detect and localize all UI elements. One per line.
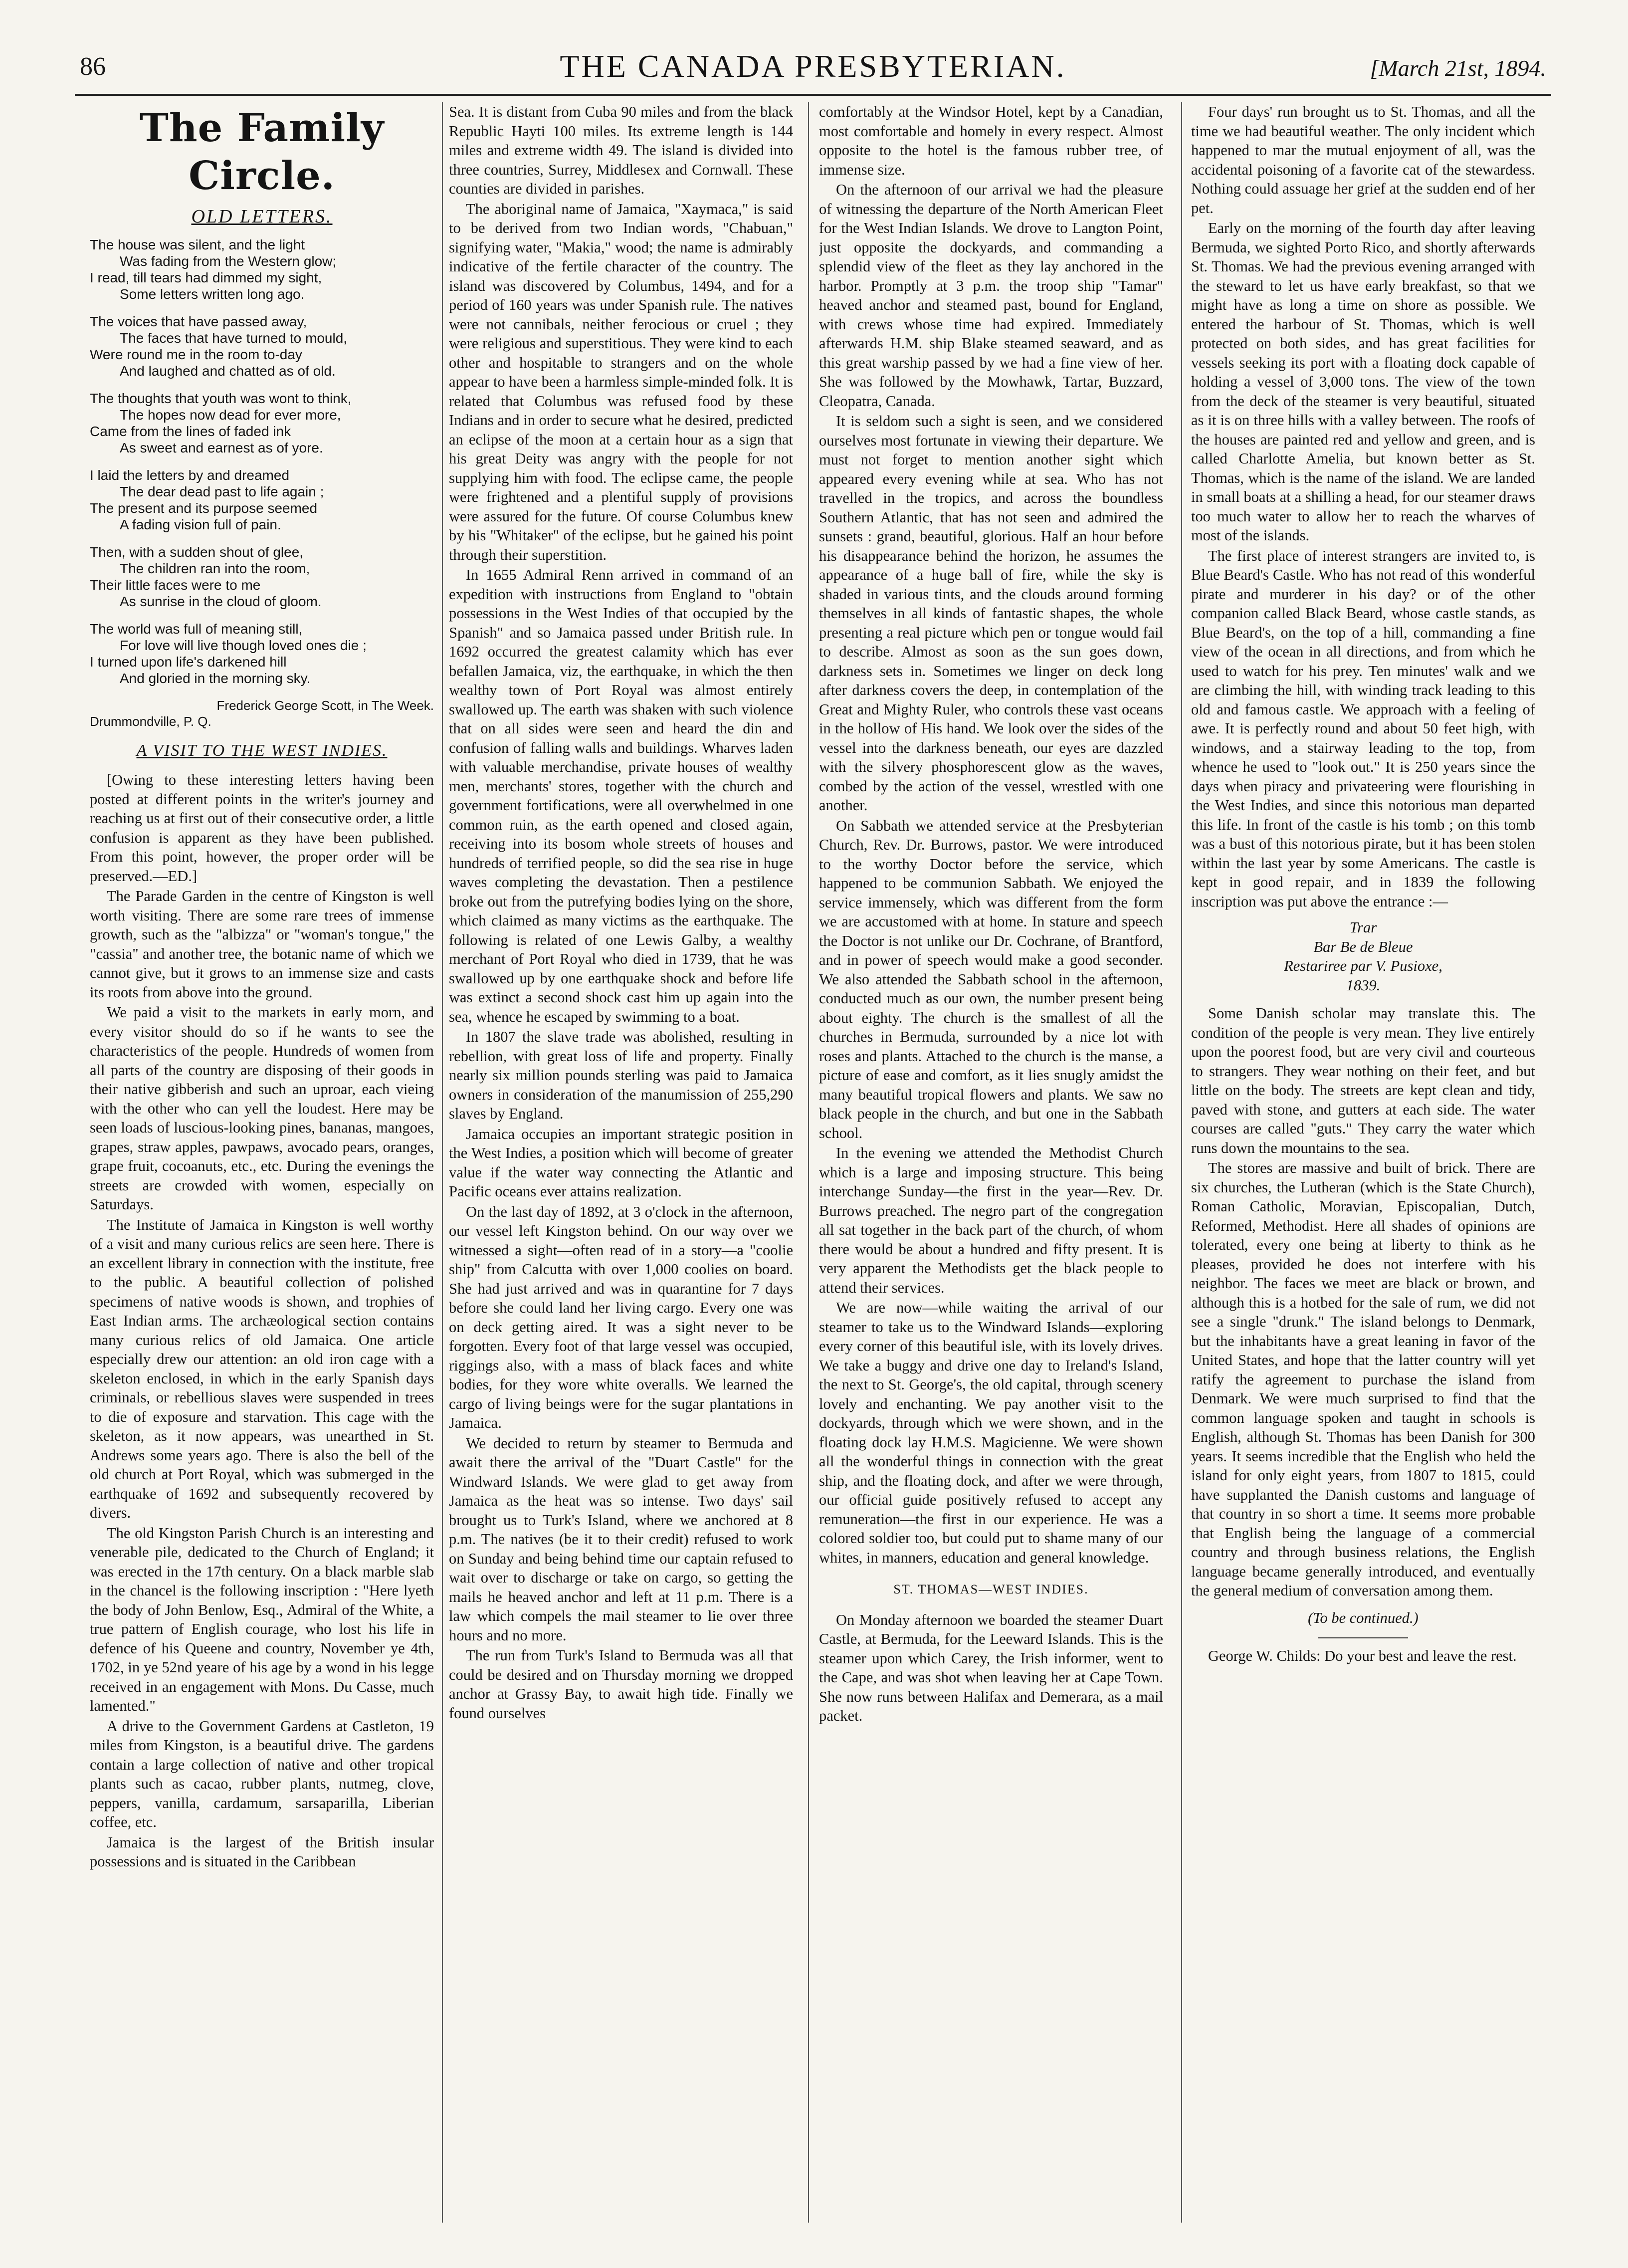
paragraph: On the last day of 1892, at 3 o'clock in the afternoon, our vessel left Kingston behind. On our way over we witnessed a sight—often read of in a story—a "coolie ship" from Calcutta with over 1,000 coolies on board. She had just arrived and was in quarantine for 7 days before she could land her living cargo. Every one was on deck getting aired. It was a sight never to be forgotten. Every foot of that large vessel was occupied, riggings also, with a mass of black faces and white bodies, for they wore white overalls. We learned the cargo of living beings were for the sugar plantations in Jamaica. <box>449 1203 793 1431</box>
inscription-line: Trar <box>1349 919 1377 936</box>
poem-line: As sunrise in the cloud of gloom. <box>120 593 322 609</box>
column-divider <box>1181 102 1182 2223</box>
paragraph: The old Kingston Parish Church is an interesting and venerable pile, dedicated to the Church of England; it was erected in the 17th century. On a black marble slab in the chancel is the following inscription : "Here lyeth the body of John Benlow, Esq., Admiral of the White, a true pattern of English courage, who lost his life in defence of his Queene and country, November ye 4th, 1702, in ye 52nd yeare of his age by a wond in his legge received in an engagement with Mons. Du Casse, much lamented." <box>90 1524 434 1714</box>
poem <box>90 236 434 686</box>
poem-line: The present and its purpose seemed <box>90 500 318 516</box>
poem-line: The children ran into the room, <box>120 560 310 576</box>
newspaper-title: THE CANADA PRESBYTERIAN. <box>560 48 1066 84</box>
poem-line: Their little faces were to me <box>90 577 261 593</box>
paragraph: In 1807 the slave trade was abolished, resulting in rebellion, with great loss of life and property. Finally nearly six million pounds sterling was paid to Jamaica owners in consideration of the manumission of 255,290 slaves by England. <box>449 1028 793 1122</box>
poem-stanza <box>90 236 434 302</box>
end-rule <box>1318 1637 1408 1638</box>
paragraph: The first place of interest strangers are invited to, is Blue Beard's Castle. Who has not read of this wonderful pirate and murderer in his day? or of the other companion called Black Beard, whose castle stands, as Blue Beard's, on the top of a hill, commanding a fine view of the ocean in all directions, and from which he used to watch for his prey. Ten minutes' walk and we are climbing the hill, with winding track leading to this old and famous castle. We approach with a feeling of awe. It is perfectly round and about 50 feet high, with windows, and a stairway leading to the top, from whence he used to "look out." It is 250 years since the days when piracy and privateering were flourishing in the West Indies, and since this notorious man departed this life. In front of the castle is his tomb ; on this tomb was a bust of this notorious pirate, but it has been stolen within the last year by some Americans. The castle is kept in good repair, and in 1839 the following inscription was put above the entrance :— <box>1191 547 1535 910</box>
poem-stanza <box>90 621 434 686</box>
paragraph: A drive to the Government Gardens at Castleton, 19 miles from Kingston, is a beautiful drive. The gardens contain a large collection of native and other tropical plants such as cacao, rubber plants, nutmeg, clove, peppers, vanilla, cardamum, sarsaparilla, Liberian coffee, etc. <box>90 1717 434 1830</box>
poem-line: As sweet and earnest as of yore. <box>120 440 323 455</box>
paragraph: Jamaica occupies an important strategic position in the West Indies, a position which will become of greater value if the water way connecting the Atlantic and Pacific oceans ever attains realization. <box>449 1125 793 1200</box>
poem-line: I laid the letters by and dreamed <box>90 467 290 483</box>
column-4 <box>1191 102 1535 2233</box>
paragraph: Jamaica is the largest of the British insular possessions and is situated in the Caribbean <box>90 1833 434 1870</box>
paragraph: In 1655 Admiral Renn arrived in command of an expedition with instructions from England to "obtain possessions in the West Indies of that occupied by the Spanish" and so Jamaica passed under British rule. In 1692 occurred the greatest calamity which has ever befallen Jamaica, viz, the earthquake, in which the then wealthy town of Port Royal was almost entirely swallowed up. The earth was shaken with such violence that on all sides were seen and heard the din and confusion of falling walls and buildings. Wharves laden with valuable merchandise, private houses of wealthy men, merchants' stores, together with the church and government fortifications, were all overwhelmed in one common ruin, as the earth opened and closed again, receiving into its bosom whole streets of houses and hundreds of terrified people, so did the sea rise in huge waves completing the devastation. Then a pestilence broke out from the putrefying bodies lying on the shore, which claimed as many victims as the earthquake. The following is related of one Lewis Galby, a wealthy merchant of Port Royal who died in 1739, that he was swallowed up by one earthquake shock and before life was extinct a second shock cast him up again into the sea, whence he escaped by swimming to a boat. <box>449 566 793 1025</box>
section-masthead: The Family Circle. <box>139 105 385 199</box>
article-title: A VISIT TO THE WEST INDIES. <box>136 741 388 760</box>
poem-stanza <box>90 313 434 379</box>
column-2 <box>449 102 793 2233</box>
inscription-line: 1839. <box>1346 976 1381 994</box>
column-divider <box>442 102 443 2223</box>
paragraph: The Institute of Jamaica in Kingston is well worthy of a visit and many curious relics are seen here. There is an excellent library in connection with the institute, free to the public. A beautiful collection of polished specimens of native woods is shown, and trophies of East Indian arms. The archæological section contains many curious relics of old Jamaica. One article especially drew our attention: an old iron cage with a skeleton enclosed, in which in the early Spanish days criminals, or rebellious slaves were suspended in trees to die of exposure and starvation. This cage with the skeleton, as it now appears, was unearthed in St. Andrews some years ago. There is also the bell of the old church at Port Royal, which was submerged in the earthquake of 1692 and subsequently recovered by divers. <box>90 1216 434 1521</box>
article-body <box>1191 102 1535 911</box>
poem-line: And gloried in the morning sky. <box>120 670 311 686</box>
paragraph: We paid a visit to the markets in early morn, and every visitor should do so if he wants to see the characteristics of the people. Hundreds of women from all parts of the country are disposing of their goods in their native gibberish and such an uproar, each vieing with the other who can yell the loudest. Here may be seen loads of luscious-looking pines, bananas, mangoes, grapes, straw apples, pawpaws, avocado pears, oranges, grape fruit, cocoanuts, etc., etc. During the evenings the streets are crowded with women, especially on Saturdays. <box>90 1004 434 1213</box>
poem-line: The voices that have passed away, <box>90 313 307 329</box>
inscription-line: Restariree par V. Pusioxe, <box>1284 957 1442 974</box>
column-3 <box>819 102 1163 2233</box>
poem-title: OLD LETTERS. <box>191 206 333 227</box>
paragraph: On Sabbath we attended service at the Presbyterian Church, Rev. Dr. Burrows, pastor. We were introduced to the worthy Doctor before the service, which happened to be communion Sabbath. We enjoyed the service immensely, which was different from the form we are accustomed with at home. In stature and speech the Doctor is not unlike our Dr. Cochrane, of Brantford, and in power of speech would make a good seconder. We also attended the Sabbath school in the afternoon, conducted much as our own, the number present being about eighty. The church is the smallest of all the churches in Bermuda, surrounded by a nice lot with roses and plants. Attached to the church is the manse, a picture of ease and comfort, as it lies snugly amidst the many beautiful tropical flowers and plants. We saw no black people in the church, and but one in the Sabbath school. <box>819 817 1163 1141</box>
poem-line: Were round me in the room to-day <box>90 346 302 362</box>
closing-quote: George W. Childs: Do your best and leave the rest. <box>1208 1647 1517 1664</box>
poem-line: The world was full of meaning still, <box>90 621 303 637</box>
paragraph: The run from Turk's Island to Bermuda was all that could be desired and on Thursday morning we dropped anchor at Grassy Bay, to await high tide. Finally we found ourselves <box>449 1647 793 1722</box>
paragraph: We decided to return by steamer to Bermuda and await there the arrival of the "Duart Castle" for the Windward Islands. We were glad to get away from Jamaica as the heat was so intense. Two days' sail brought us to Turk's Island, where we anchored at 8 p.m. The natives (be it to their credit) refused to work on Sunday and being behind time our captain refused to wait over to discharge or take on cargo, so getting the mails he heaved anchor and left at 11 p.m. There is a law which compels the mail steamer to lie over three hours and no more. <box>449 1434 793 1644</box>
poem-line: I turned upon life's darkened hill <box>90 654 287 670</box>
paragraph: It is seldom such a sight is seen, and we considered ourselves most fortunate in viewing their departure. We must not forget to mention another sight which appeared every evening while at sea. Who has not travelled in the tropics, and across the boundless Southern Atlantic, that has not seen and admired the sunsets : grand, beautiful, glorious. Half an hour before his disappearance behind the horizon, he assumes the appearance of a huge ball of fire, while the sky is shaded in various tints, and the clouds around forming themselves in all kinds of fantastic shapes, the whole presenting a real picture which pen or tongue would fail to describe. Almost as soon as the sun goes down, darkness sets in. Sometimes we linger on deck long after darkness covers the deep, in contemplation of the Great and Mighty Ruler, who controls these vast oceans in the hollow of His hand. We look over the sides of the vessel into the darkness beneath, our eyes are dazzled with the silvery phosphorescent glow as the waves, combed by the action of the vessel, wrestled with one another. <box>819 413 1163 814</box>
paragraph: We are now—while waiting the arrival of our steamer to take us to the Windward Islands—exploring every corner of this beautiful isle, with its lovely drives. We take a buggy and drive one day to Ireland's Island, the next to St. George's, the old capital, through scenery lovely and enchanting. We pay another visit to the dockyards, through which we were shown, and in the floating dock lay H.M.S. Magicienne. We were shown all the wonderful things in connection with the great ship, and the floating dock, and after we were through, our official guide positively refused to accept any remuneration—the first in our experience. He was a colored soldier too, but could put to shame many of our whites, in manners, education and general knowledge. <box>819 1299 1163 1566</box>
poem-signature-block <box>90 697 434 729</box>
paragraph: The Parade Garden in the centre of Kingston is well worth visiting. There are some rare trees of immense growth, such as the "albizza" or "woman's tongue," the "cassia" and another tree, the botanic name of which we cannot give, but it grows to an immense size and casts its roots from above into the ground. <box>90 888 434 1001</box>
castle-inscription <box>1191 918 1535 995</box>
poem-line: I read, till tears had dimmed my sight, <box>90 269 322 285</box>
poem-line: The hopes now dead for ever more, <box>120 407 341 423</box>
poem-stanza <box>90 390 434 456</box>
poem-line: The dear dead past to life again ; <box>120 483 324 499</box>
paragraph: In the evening we attended the Methodist Church which is a large and imposing structure. This being interchange Sunday—the first in the year—Rev. Dr. Burrows preached. The negro part of the congregation all sat together in the back part of the church, of whom there would be about a hundred and fifty present. It is very apparent the Methodists get the black people to attend their services. <box>819 1144 1163 1296</box>
paragraph: Four days' run brought us to St. Thomas, and all the time we had beautiful weather. The only incident which happened to mar the mutual enjoyment of all, was the accidental poisoning of a favorite cat of the stewardess. Nothing could assuage her grief at the sudden end of her pet. <box>1191 103 1535 217</box>
poem-line: For love will live though loved ones die ; <box>120 637 367 653</box>
paragraph: On Monday afternoon we boarded the steamer Duart Castle, at Bermuda, for the Leeward Islands. This is the steamer upon which Carey, the Irish informer, went to the Cape, and was shot when leaving her at Cape Town. She now runs between Halifax and Demerara, as a mail packet. <box>819 1611 1163 1724</box>
poem-signature: Frederick George Scott, in The Week. <box>216 697 434 713</box>
paragraph: The stores are massive and built of brick. There are six churches, the Lutheran (which is the State Church), Roman Catholic, Moravian, Episcopalian, Dutch, Reformed, Methodist. Here all shades of opinions are tolerated, every one being at liberty to think as he pleases, provided he does not interfere with his neighbor. The faces we meet are black or brown, and although this is a hotbed for the sale of rum, we did not see a single "drunk." The island belongs to Denmark, but the inhabitants have a great leaning in favor of the United States, and hope that the latter country will yet ratify the agreement to purchase the island from Denmark. We were much surprised to find that the common language spoken and taught in schools is English, although St. Thomas has been Danish for 300 years. It seems incredible that the English who held the island for only eight years, from 1807 to 1815, could have supplanted the Danish customs and language of that country in so short a time. It seems more probable that English being the language of a commercial country and through business relations, the English language became generally introduced, and eventually the general medium of conversation among them. <box>1191 1159 1535 1599</box>
subsection-heading: ST. THOMAS—WEST INDIES. <box>893 1582 1089 1596</box>
poem-line: The thoughts that youth was wont to think, <box>90 390 352 406</box>
paragraph: Sea. It is distant from Cuba 90 miles and from the black Republic Hayti 100 miles. Its extreme length is 144 miles and extreme width 49. The island is divided into three countries, Surrey, Middlesex and Cornwall. These counties are divided in parishes. <box>449 103 793 197</box>
page-header <box>80 48 1546 93</box>
poem-stanza <box>90 467 434 533</box>
inscription-line: Bar Be de Bleue <box>1313 938 1413 955</box>
article-body <box>819 1610 1163 1726</box>
poem-line: Then, with a sudden shout of glee, <box>90 544 304 560</box>
paragraph: [Owing to these interesting letters having been posted at different points in the writer's journey and reaching us at first out of their consecutive order, a little confusion is apparent as they have been published. From this point, however, the proper order will be preserved.—ED.] <box>90 771 434 885</box>
poem-stanza <box>90 544 434 610</box>
poem-line: Some letters written long ago. <box>120 286 305 302</box>
column-1 <box>90 102 434 2233</box>
poem-line: Was fading from the Western glow; <box>120 253 337 269</box>
column-divider <box>808 102 809 2223</box>
continued-note: (To be continued.) <box>1308 1609 1419 1626</box>
paragraph: On the afternoon of our arrival we had the pleasure of witnessing the departure of the North American Fleet for the West Indian Islands. We drove to Langton Point, just opposite the dockyards, and commanding a splendid view of the fleet as they lay anchored in the harbor. Promptly at 3 p.m. the troop ship "Tamar" heaved anchor and steamed past, bound for England, with crews whose time had expired. Immediately afterwards H.M. ship Blake steamed seaward, and as this great warship passed by we had a fine view of her. She was followed by the Mowhawk, Tartar, Buzzard, Cleopatra, Canada. <box>819 181 1163 410</box>
poem-line: Came from the lines of faded ink <box>90 423 291 439</box>
poem-place: Drummondville, P. Q. <box>90 713 211 729</box>
page-number: 86 <box>80 52 106 81</box>
poem-line: The faces that have turned to mould, <box>120 330 348 346</box>
article-body <box>90 770 434 1871</box>
poem-line: And laughed and chatted as of old. <box>120 363 336 379</box>
article-body <box>1191 1004 1535 1600</box>
header-rule <box>75 94 1551 96</box>
paragraph: Early on the morning of the fourth day after leaving Bermuda, we sighted Porto Rico, and shortly afterwards St. Thomas. We had the previous evening arranged with the steward to let us have early breakfast, so that we might have as long a time on shore as possible. We entered the harbour of St. Thomas, which is well protected on both sides, and has great facilities for vessels seeking its port with a floating dock capable of holding a vessel of 3,000 tons. The view of the town from the deck of the steamer is very beautiful, situated as it is on three hills with a valley between. The roofs of the houses are painted red and yellow and green, and is called Charlotte Amelia, but known better as St. Thomas, which is the name of the island. We are landed in small boats at a shilling a head, for our steamer draws too much water to allow her to reach the wharves of most of the islands. <box>1191 220 1535 544</box>
article-body <box>449 102 793 1723</box>
issue-date: [March 21st, 1894. <box>1370 55 1546 81</box>
paragraph: Some Danish scholar may translate this. The condition of the people is very mean. They live entirely upon the poorest food, but are very civil and courteous to strangers. They wear nothing on their feet, and but little on the body. The streets are kept clean and tidy, paved with stone, and gutters at each side. The water courses are called "guts." They carry the water which runs down the mountains to the sea. <box>1191 1005 1535 1156</box>
article-body <box>819 102 1163 1567</box>
paragraph: The aboriginal name of Jamaica, "Xaymaca," is said to be derived from two Indian words, "Chabuan," signifying water, "Makia," wood; the name is admirably indicative of the fertile character of the country. The island was discovered by Columbus, 1494, and for a period of 160 years was under Spanish rule. The natives were not cannibals, neither ferocious or cruel ; they were religious and superstitious. They were kind to each other and hospitable to strangers and on the whole appear to have been a harmless simple-minded folk. It is related that Columbus was refused food by these Indians and in order to secure what he desired, predicted an eclipse of the moon at a certain hour as a sign that his great Deity was angry with the people for not supplying him with food. The eclipse came, the people were frightened and a plentiful supply of provisions were assured for the future. Of course Columbus knew by his "Whitaker" of the eclipse, but he gained his point through their superstition. <box>449 200 793 563</box>
poem-line: The house was silent, and the light <box>90 236 305 252</box>
paragraph: comfortably at the Windsor Hotel, kept by a Canadian, most comfortable and homely in every respect. Almost opposite to the hotel is the famous rubber tree, of immense size. <box>819 103 1163 178</box>
poem-line: A fading vision full of pain. <box>120 516 281 532</box>
